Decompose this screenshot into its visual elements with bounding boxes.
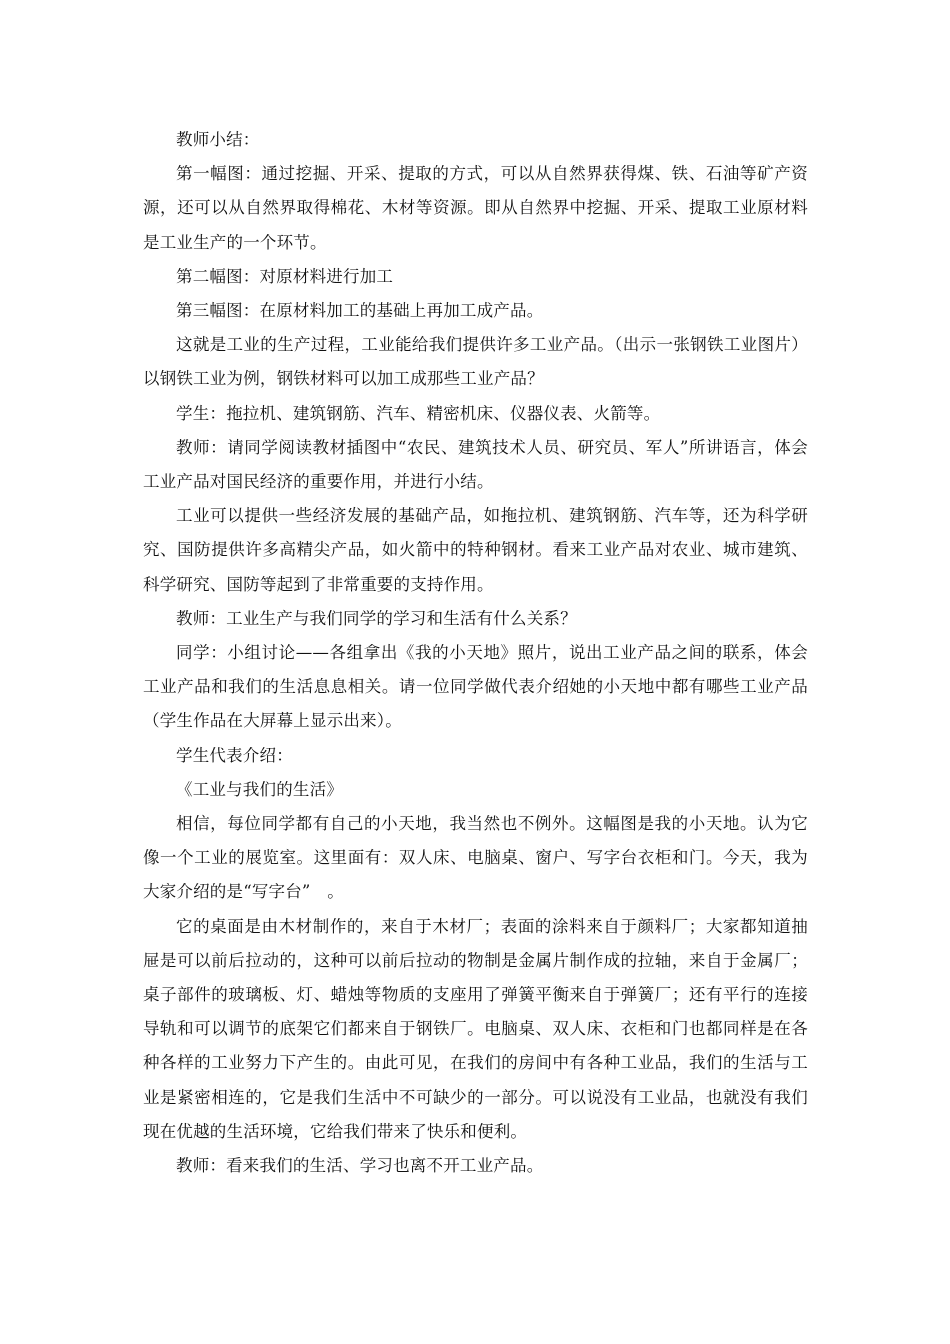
paragraph-first-picture: 第一幅图：通过挖掘、开采、提取的方式，可以从自然界获得煤、铁、石油等矿产资源，还可以从自然界取得棉花、木材等资源。即从自然界中挖掘、开采、提取工业原材料是工业生产的一个环节。 bbox=[143, 164, 808, 252]
paragraph-production-process: 这就是工业的生产过程，工业能给我们提供许多工业产品。（出示一张钢铁工业图片）以钢铁工业为例，钢铁材料可以加工成那些工业产品？ bbox=[143, 335, 808, 389]
paragraph-teacher-reading: 教师：请同学阅读教材插图中“农民、建筑技术人员、研究员、军人”所讲语言，体会工业产品对国民经济的重要作用，并进行小结。 bbox=[143, 437, 808, 492]
paragraph-group-discussion: 同学：小组讨论——各组拿出《我的小天地》照片，说出工业产品之间的联系，体会工业产品和我们的生活息息相关。请一位同学做代表介绍她的小天地中都有哪些工业产品（学生作品在大屏幕上显示出来）。 bbox=[143, 643, 808, 731]
paragraph-third-picture: 第三幅图：在原材料加工的基础上再加工成产品。 bbox=[176, 301, 544, 321]
paragraph-essay-desk: 它的桌面是由木材制作的，来自于木材厂；表面的涂料来自于颜料厂；大家都知道抽屉是可以前后拉动的，这种可以前后拉动的物制是金属片制作成的拉轴，来自于金属厂；桌子部件的玻璃板、灯、蜡烛等物质的支座用了弹簧平衡来自于弹簧厂；还有平行的连接导轨和可以调节的底架它们都来自于钢铁厂。电脑桌、双人床、衣柜和门也都同样是在各种各样的工业努力下产生的。由此可见，在我们的房间中有各种工业品，我们的生活与工业是紧密相连的，它是我们生活中不可缺少的一部分。可以说没有工业品，也就没有我们现在优越的生活环境，它给我们带来了快乐和便利。 bbox=[143, 916, 808, 1141]
paragraph-essay-intro: 相信，每位同学都有自己的小天地，我当然也不例外。这幅图是我的小天地。认为它像一个工业的展览室。这里面有：双人床、电脑桌、窗户、写字台衣柜和门。今天，我为大家介绍的是“写字台” 。 bbox=[143, 814, 808, 902]
paragraph-student-rep: 学生代表介绍： bbox=[176, 745, 293, 765]
paragraph-second-picture: 第二幅图：对原材料进行加工 bbox=[176, 266, 394, 286]
document-body bbox=[143, 123, 808, 1183]
paragraph-teacher-conclusion: 教师：看来我们的生活、学习也离不开工业产品。 bbox=[176, 1156, 544, 1176]
paragraph-industry-role: 工业可以提供一些经济发展的基础产品，如拖拉机、建筑钢筋、汽车等，还为科学研究、国防提供许多高精尖产品，如火箭中的特种钢材。看来工业产品对农业、城市建筑、科学研究、国防等起到了非常重要的支持作用。 bbox=[143, 506, 808, 594]
paragraph-teacher-summary: 教师小结： bbox=[176, 130, 260, 149]
paragraph-essay-title: 《工业与我们的生活》 bbox=[176, 779, 343, 799]
paragraph-teacher-question: 教师：工业生产与我们同学的学习和生活有什么关系？ bbox=[176, 608, 577, 628]
paragraph-student-answer: 学生：拖拉机、建筑钢筋、汽车、精密机床、仪器仪表、火箭等。 bbox=[176, 403, 661, 423]
